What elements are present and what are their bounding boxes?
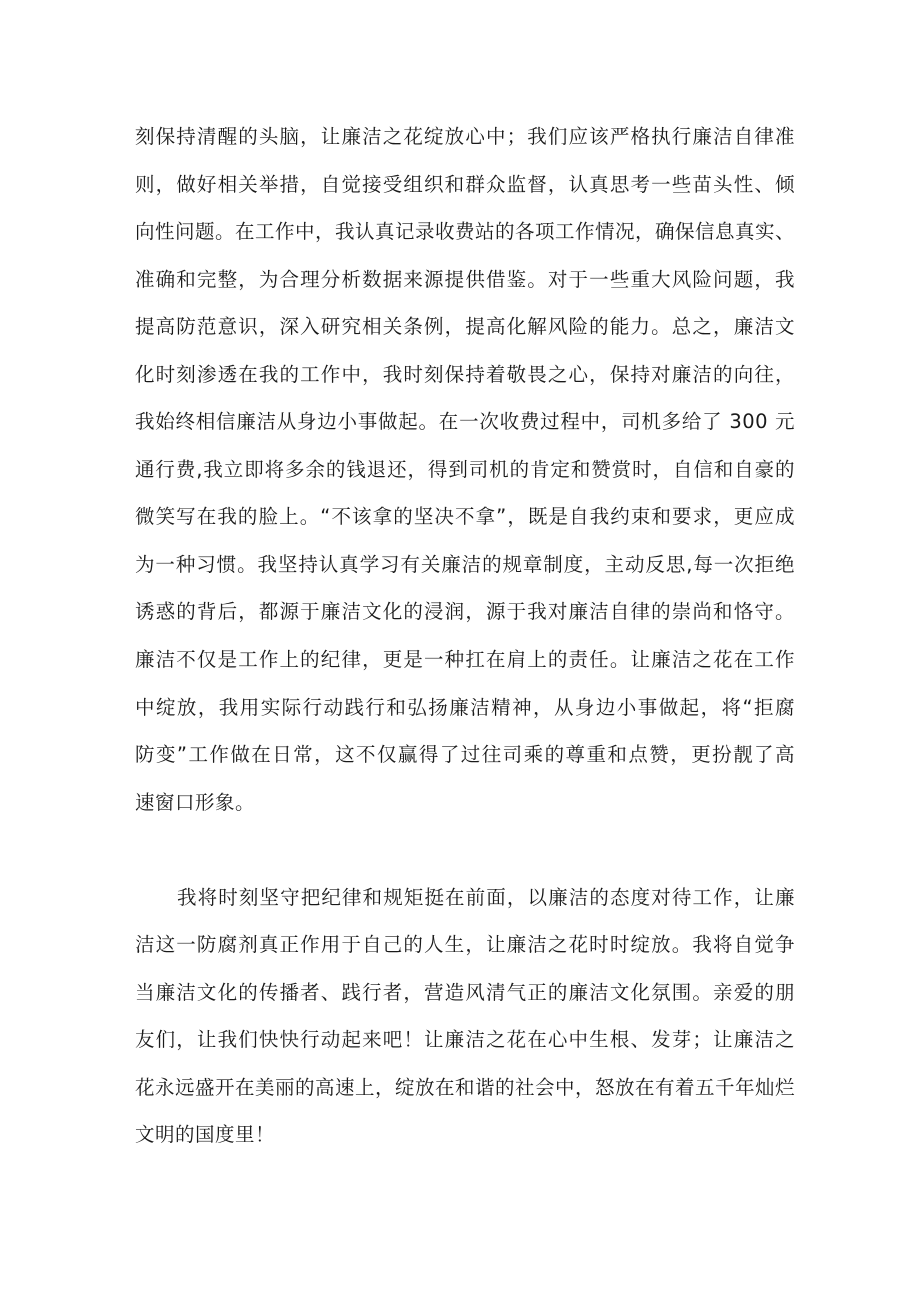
text-line: 刻保持清醒的头脑，让廉洁之花绽放心中；我们应该严格执行廉洁自律准 (135, 125, 795, 148)
paragraph (135, 874, 795, 1159)
text-line: 中绽放，我用实际行动践行和弘扬廉洁精神，从身边小事做起，将“拒腐 (135, 695, 795, 719)
text-line: 微笑写在我的脸上。“不该拿的坚决不拿”，既是自我约束和要求，更应成 (135, 505, 795, 529)
text-line: 花永远盛开在美丽的高速上，绽放在和谐的社会中，怒放在有着五千年灿烂 (135, 1075, 795, 1099)
text-line: 友们，让我们快快行动起来吧！让廉洁之花在心中生根、发芽；让廉洁之 (135, 1028, 795, 1052)
text-line: 我始终相信廉洁从身边小事做起。在一次收费过程中，司机多给了 300 元 (135, 410, 795, 434)
text-line: 廉洁不仅是工作上的纪律，更是一种扛在肩上的责任。让廉洁之花在工作 (135, 648, 795, 672)
text-line: 文明的国度里！ (135, 1123, 276, 1147)
text-line: 我将时刻坚守把纪律和规矩挺在前面，以廉洁的态度对待工作，让廉 (177, 885, 795, 909)
text-line: 洁这一防腐剂真正作用于自己的人生，让廉洁之花时时绽放。我将自觉争 (135, 933, 795, 957)
text-line: 诱惑的背后，都源于廉洁文化的浸润，源于我对廉洁自律的崇尚和恪守。 (135, 600, 795, 624)
text-line: 提高防范意识，深入研究相关条例，提高化解风险的能力。总之，廉洁文 (135, 315, 795, 339)
document-body (135, 113, 795, 1159)
paragraph (135, 113, 795, 826)
text-line: 则，做好相关举措，自觉接受组织和群众监督，认真思考一些苗头性、倾 (135, 172, 795, 196)
text-line: 防变”工作做在日常，这不仅赢得了过往司乘的尊重和点赞，更扮靓了高 (135, 743, 795, 767)
text-line: 准确和完整，为合理分析数据来源提供借鉴。对于一些重大风险问题，我 (135, 267, 795, 291)
text-line: 化时刻渗透在我的工作中，我时刻保持着敬畏之心，保持对廉洁的向往， (135, 362, 795, 386)
text-line: 通行费,我立即将多余的钱退还，得到司机的肯定和赞赏时，自信和自豪的 (135, 457, 795, 481)
text-line: 为一种习惯。我坚持认真学习有关廉洁的规章制度，主动反思,每一次拒绝 (135, 552, 795, 576)
paragraph-spacer (135, 826, 795, 874)
text-line: 向性问题。在工作中，我认真记录收费站的各项工作情况，确保信息真实、 (135, 220, 795, 244)
text-line: 当廉洁文化的传播者、践行者，营造风清气正的廉洁文化氛围。亲爱的朋 (135, 980, 795, 1004)
text-line: 速窗口形象。 (135, 790, 256, 814)
